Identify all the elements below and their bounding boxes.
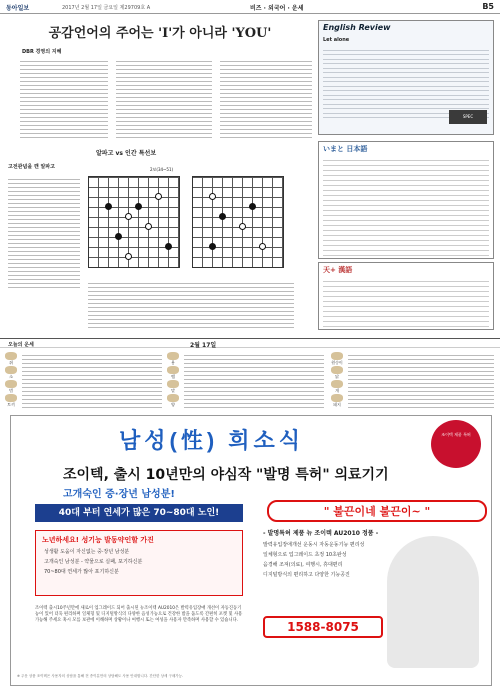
english-review-box bbox=[318, 20, 494, 135]
white-stone bbox=[239, 223, 246, 230]
article-headline: 공감언어의 주어는 'I'가 아니라 'YOU' bbox=[48, 26, 272, 41]
white-stone bbox=[125, 213, 132, 220]
ad-title: 남성(性) 희소식 bbox=[119, 428, 305, 453]
white-stone bbox=[259, 243, 266, 250]
english-review-subtitle: Let alone bbox=[323, 37, 350, 43]
fortune-text-3 bbox=[348, 352, 494, 410]
fortune-text-1 bbox=[22, 352, 162, 410]
ad-target-list bbox=[35, 530, 243, 596]
black-stone bbox=[219, 213, 226, 220]
go-board-diagram bbox=[88, 176, 180, 268]
fortune-date: 2월 17일 bbox=[190, 342, 217, 349]
ad-target-item: 고개숙인 남성분 - 약물으로 실패, 포기하신분 bbox=[44, 559, 143, 565]
zodiac-horse bbox=[166, 380, 180, 392]
article-byline: DBR 경영의 지혜 bbox=[22, 49, 62, 55]
tiger-icon bbox=[5, 380, 17, 388]
hanja-lesson-body bbox=[323, 277, 489, 331]
japanese-lesson-title: いまと 日本語 bbox=[323, 145, 368, 153]
baduk-column-subtitle: 고전관념을 깬 알파고 bbox=[8, 164, 55, 170]
zodiac-label: 범 bbox=[9, 388, 13, 393]
article-column-3 bbox=[220, 58, 312, 144]
ad-target-item: 성생활 도움이 자신없는 중·장년 남성분 bbox=[44, 549, 130, 555]
zodiac-label: 양 bbox=[171, 402, 175, 407]
baduk-column-title: 알파고 vs 인간 특선보 bbox=[96, 150, 157, 157]
ad-headline: 조이텍, 출시 10년만의 야심작 "발명 특허" 의료기기 bbox=[63, 467, 389, 483]
white-stone bbox=[145, 223, 152, 230]
rabbit-icon bbox=[5, 394, 17, 402]
spec-badge: SPEC bbox=[449, 110, 487, 124]
zodiac-ox bbox=[4, 366, 18, 378]
hanja-lesson-title: 天+ 漢語 bbox=[323, 266, 353, 274]
ad-badge: 조이텍 제품 특허 bbox=[431, 420, 481, 468]
article-column-1 bbox=[20, 58, 108, 144]
rat-icon bbox=[5, 352, 17, 360]
ox-icon bbox=[5, 366, 17, 374]
pig-icon bbox=[331, 394, 343, 402]
snake-icon bbox=[167, 366, 179, 374]
black-stone bbox=[135, 203, 142, 210]
baduk-caption: 2보(34~51) bbox=[150, 167, 174, 172]
issue-date: 2017년 2월 17일 금요일 제29709호 A bbox=[62, 5, 151, 11]
section-title: 비즈 · 외국어 · 운세 bbox=[250, 5, 304, 12]
horse-icon bbox=[167, 380, 179, 388]
black-stone bbox=[165, 243, 172, 250]
zodiac-label: 말 bbox=[171, 388, 175, 393]
zodiac-dog bbox=[330, 380, 344, 392]
hanja-lesson-box bbox=[318, 262, 494, 330]
ad-feature-heading: - 발명특허 제품 뉴 조이텍 AU2010 정품 - bbox=[263, 530, 379, 537]
advertisement[interactable] bbox=[10, 415, 492, 686]
zodiac-label: 돼지 bbox=[333, 402, 341, 407]
zodiac-label: 토끼 bbox=[7, 402, 15, 407]
page-number: B5 bbox=[482, 2, 494, 11]
newspaper-logo: 동아일보 bbox=[6, 5, 30, 12]
zodiac-sheep bbox=[166, 394, 180, 406]
ad-target-banner: 40대 부터 연세가 많은 70~80대 노인! bbox=[35, 504, 243, 522]
zodiac-dragon bbox=[166, 352, 180, 364]
black-stone bbox=[105, 203, 112, 210]
ad-footnote: ※ 주문 상품 조이텍은 사용자의 상담을 통해 전 종이분만의 상담해도 사용 안내합니다. 간단한 상세 구매가능. bbox=[17, 674, 184, 678]
japanese-lesson-body bbox=[323, 156, 489, 260]
zodiac-rooster bbox=[330, 366, 344, 378]
go-board-diagram-2 bbox=[192, 176, 284, 268]
ad-feature-item: 음경해 조져(의료), 여행시, 휴대편리 bbox=[263, 562, 343, 568]
zodiac-snake bbox=[166, 366, 180, 378]
ad-slogan: " 불끈이네 불끈이~ " bbox=[267, 500, 487, 522]
zodiac-tiger bbox=[4, 380, 18, 392]
fortune-title: 오늘의 운세 bbox=[8, 342, 34, 348]
dragon-icon bbox=[167, 352, 179, 360]
monkey-icon bbox=[331, 352, 343, 360]
white-stone bbox=[155, 193, 162, 200]
zodiac-label: 닭 bbox=[335, 374, 339, 379]
ad-phone-number[interactable]: 1588-8075 bbox=[263, 616, 383, 638]
fortune-header bbox=[0, 338, 500, 348]
ad-feature-item: 발력유입장애개선 운동시 자동운동기능 편리성 bbox=[263, 542, 365, 548]
black-stone bbox=[115, 233, 122, 240]
fortune-text-2 bbox=[184, 352, 324, 410]
baduk-notes bbox=[88, 280, 294, 332]
japanese-lesson-box bbox=[318, 141, 494, 259]
ad-feature-item: 디지털방식의 편리하고 다양한 기능공진 bbox=[263, 572, 350, 578]
ad-model-photo bbox=[387, 536, 479, 668]
zodiac-label: 쥐 bbox=[9, 360, 13, 365]
white-stone bbox=[125, 253, 132, 260]
zodiac-label: 개 bbox=[335, 388, 339, 393]
zodiac-pig bbox=[330, 394, 344, 406]
sheep-icon bbox=[167, 394, 179, 402]
zodiac-monkey bbox=[330, 352, 344, 364]
dog-icon bbox=[331, 380, 343, 388]
zodiac-rabbit bbox=[4, 394, 18, 406]
ad-target-item: 70~80대 연세가 많아 포기하신분 bbox=[44, 569, 119, 575]
zodiac-label: 뱀 bbox=[171, 374, 175, 379]
baduk-commentary bbox=[8, 176, 80, 296]
zodiac-rat bbox=[4, 352, 18, 364]
english-review-title: English Review bbox=[323, 23, 391, 32]
rooster-icon bbox=[331, 366, 343, 374]
ad-subheadline: 고개숙인 중·장년 남성분! bbox=[63, 489, 175, 500]
ad-target-heading: 노년하세요! 성기능 발동약인할 가진 bbox=[42, 536, 154, 544]
article-column-2 bbox=[116, 58, 212, 144]
black-stone bbox=[209, 243, 216, 250]
zodiac-label: 소 bbox=[9, 374, 13, 379]
page-header bbox=[0, 0, 500, 14]
black-stone bbox=[249, 203, 256, 210]
zodiac-label: 원숭이 bbox=[331, 360, 343, 365]
zodiac-label: 용 bbox=[171, 360, 175, 365]
white-stone bbox=[209, 193, 216, 200]
ad-feature-item: 일체형으로 업그레이드 초정 10초완성 bbox=[263, 552, 347, 558]
ad-body-text: 조이텍 출시10주년만에 새로이 업그레이드 되어 출시된 뉴조이텍 AU2010은 발력유입장애 개선이 자동진동기능이 있어 더욱 편리하며 일체형 및 디지털방식의 다양한 음성가능으로 건강한 밤을 돕도록 간편히 포켓 및 사용가능해 주세요 혹시 모를 보관에 이해하며 상황이나 여행시 또는 여성을 사용자 만족하며 사용할 수 있습니다. bbox=[35, 606, 243, 623]
